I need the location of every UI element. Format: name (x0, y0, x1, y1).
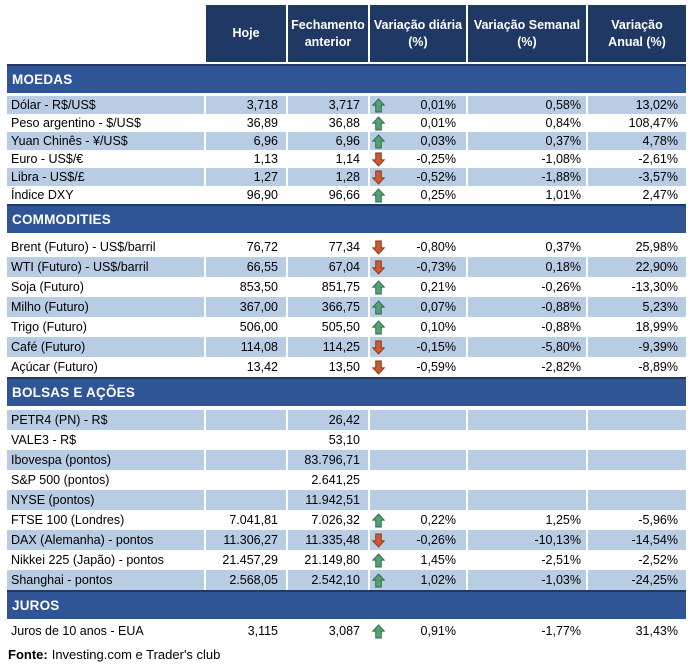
cell-fechamento-anterior: 3,717 (288, 96, 368, 114)
row-label: Dólar - R$/US$ (7, 96, 204, 114)
arrow-down-icon (372, 260, 385, 275)
variacao-diaria-value: -0,25% (416, 152, 456, 166)
cell-fechamento-anterior: 77,34 (328, 240, 360, 254)
cell-variacao-semanal: -1,88% (468, 168, 586, 186)
source-label: Fonte: (8, 647, 48, 662)
table-row (7, 530, 686, 550)
cell-variacao-anual: 31,43% (635, 624, 678, 638)
row-label: VALE3 - R$ (11, 433, 77, 447)
cell-variacao-semanal: 1,25% (545, 513, 581, 527)
cell-variacao-anual: 22,90% (588, 257, 686, 277)
column-header-line: Anual (%) (608, 34, 666, 49)
cell-variacao-semanal: -2,51% (541, 553, 581, 567)
section-rows (7, 621, 686, 641)
cell-variacao-anual (588, 430, 686, 450)
cell-variacao-semanal: 0,84% (545, 116, 581, 130)
cell-variacao-anual: -8,89% (638, 360, 678, 374)
cell-variacao-diaria (370, 570, 466, 590)
cell-variacao-diaria (370, 114, 466, 132)
section-juros (7, 590, 686, 641)
no-icon (372, 493, 385, 508)
variacao-diaria-value: 0,10% (420, 320, 456, 334)
cell-hoje: 11.306,27 (206, 530, 286, 550)
cell-variacao-anual (588, 410, 686, 430)
cell-variacao-diaria (370, 96, 466, 114)
cell-variacao-anual: 25,98% (635, 240, 678, 254)
cell-variacao-anual: 18,99% (635, 320, 678, 334)
cell-variacao-diaria (370, 470, 466, 490)
cell-hoje: 36,89 (246, 116, 278, 130)
cell-variacao-semanal (468, 450, 586, 470)
cell-hoje (206, 470, 286, 490)
arrow-up-icon (372, 98, 385, 113)
table-row (7, 337, 686, 357)
arrow-up-icon (372, 280, 385, 295)
cell-hoje: 1,27 (206, 168, 286, 186)
cell-variacao-semanal: 1,01% (545, 188, 581, 202)
variacao-diaria-value: 0,07% (420, 300, 456, 314)
cell-variacao-semanal: -1,08% (541, 152, 581, 166)
cell-variacao-diaria (370, 337, 466, 357)
cell-variacao-semanal (468, 470, 586, 490)
cell-variacao-anual: 13,02% (588, 96, 686, 114)
cell-fechamento-anterior: 67,04 (288, 257, 368, 277)
variacao-diaria-value: -0,73% (416, 260, 456, 274)
cell-hoje: 114,08 (206, 337, 286, 357)
cell-hoje: 1,13 (253, 152, 278, 166)
no-icon (372, 473, 385, 488)
cell-fechamento-anterior: 505,50 (321, 320, 360, 334)
cell-variacao-anual (588, 450, 686, 470)
cell-fechamento-anterior: 21.149,80 (304, 553, 360, 567)
variacao-diaria-value: 0,25% (420, 188, 456, 202)
cell-fechamento-anterior: 96,66 (328, 188, 360, 202)
cell-variacao-diaria (370, 317, 466, 337)
section-header-bolsas-e-acoes: BOLSAS E AÇÕES (7, 377, 686, 406)
cell-variacao-diaria (370, 550, 466, 570)
row-label: FTSE 100 (Londres) (11, 513, 125, 527)
section-bolsas-e-acoes (7, 377, 686, 590)
cell-variacao-semanal: -10,13% (468, 530, 586, 550)
cell-fechamento-anterior: 6,96 (288, 132, 368, 150)
table (7, 5, 686, 662)
table-row (7, 357, 686, 377)
arrow-up-icon (372, 320, 385, 335)
row-label: Nikkei 225 (Japão) - pontos (11, 553, 164, 567)
section-rows (7, 96, 686, 204)
cell-variacao-semanal: -1,77% (541, 624, 581, 638)
cell-fechamento-anterior: 53,10 (328, 433, 360, 447)
table-row (7, 150, 686, 168)
cell-fechamento-anterior: 1,28 (288, 168, 368, 186)
variacao-diaria-value: -0,26% (416, 533, 456, 547)
cell-variacao-diaria (370, 357, 466, 377)
cell-fechamento-anterior: 11.335,48 (288, 530, 368, 550)
cell-variacao-anual: -5,96% (638, 513, 678, 527)
section-rows (7, 410, 686, 590)
column-header-line: Variação (611, 17, 663, 32)
cell-hoje: 6,96 (206, 132, 286, 150)
variacao-diaria-value: -0,59% (416, 360, 456, 374)
row-label: Açúcar (Futuro) (11, 360, 98, 374)
column-header-line: Hoje (232, 26, 260, 41)
cell-variacao-semanal: 0,37% (468, 132, 586, 150)
column-header-line: (%) (517, 34, 537, 49)
cell-hoje: 3,718 (206, 96, 286, 114)
table-row (7, 237, 686, 257)
cell-variacao-anual: 108,47% (628, 116, 678, 130)
column-header-fechamento-anterior (288, 5, 368, 62)
column-header-variacao-anual (588, 5, 686, 62)
variacao-diaria-value: -0,15% (416, 340, 456, 354)
cell-hoje: 13,42 (246, 360, 278, 374)
row-label: Milho (Futuro) (7, 297, 204, 317)
cell-hoje: 21.457,29 (222, 553, 278, 567)
no-icon (372, 433, 385, 448)
variacao-diaria-value: -0,80% (416, 240, 456, 254)
arrow-down-icon (372, 340, 385, 355)
row-label: Soja (Futuro) (11, 280, 84, 294)
no-icon (372, 413, 385, 428)
cell-fechamento-anterior: 114,25 (288, 337, 368, 357)
cell-variacao-diaria (370, 621, 466, 641)
table-header-row (7, 5, 686, 62)
table-row (7, 570, 686, 590)
variacao-diaria-value: 0,01% (420, 116, 456, 130)
cell-variacao-diaria (370, 530, 466, 550)
section-header-juros: JUROS (7, 590, 686, 619)
cell-variacao-anual (588, 470, 686, 490)
cell-fechamento-anterior: 1,14 (335, 152, 360, 166)
cell-variacao-diaria (370, 257, 466, 277)
column-header-line: Fechamento (291, 17, 365, 32)
table-row (7, 132, 686, 150)
cell-variacao-anual: 5,23% (588, 297, 686, 317)
arrow-up-icon (372, 513, 385, 528)
cell-fechamento-anterior: 2.641,25 (311, 473, 360, 487)
cell-variacao-anual: -13,30% (631, 280, 678, 294)
cell-hoje: 7.041,81 (229, 513, 278, 527)
cell-variacao-semanal: 0,58% (468, 96, 586, 114)
cell-hoje (206, 490, 286, 510)
table-row (7, 317, 686, 337)
row-label: Brent (Futuro) - US$/barril (11, 240, 156, 254)
cell-variacao-diaria (370, 450, 466, 470)
table-row (7, 257, 686, 277)
arrow-up-icon (372, 188, 385, 203)
variacao-diaria-value: 1,02% (420, 573, 456, 587)
table-row (7, 470, 686, 490)
column-header-line: Variação Semanal (473, 17, 581, 32)
table-row (7, 186, 686, 204)
cell-variacao-semanal: -1,03% (468, 570, 586, 590)
row-label: Juros de 10 anos - EUA (11, 624, 144, 638)
table-row (7, 96, 686, 114)
cell-hoje: 76,72 (246, 240, 278, 254)
cell-variacao-anual: -14,54% (588, 530, 686, 550)
cell-variacao-diaria (370, 510, 466, 530)
row-label: Euro - US$/€ (11, 152, 84, 166)
cell-fechamento-anterior: 13,50 (328, 360, 360, 374)
table-row (7, 490, 686, 510)
table-row (7, 410, 686, 430)
arrow-down-icon (372, 240, 385, 255)
cell-variacao-anual: -3,57% (588, 168, 686, 186)
row-label: DAX (Alemanha) - pontos (7, 530, 204, 550)
column-header-variacao-diaria (370, 5, 466, 62)
table-row (7, 450, 686, 470)
row-label: Libra - US$/£ (7, 168, 204, 186)
cell-variacao-semanal: -0,88% (541, 320, 581, 334)
table-row (7, 297, 686, 317)
cell-hoje (206, 450, 286, 470)
cell-hoje: 3,115 (247, 624, 278, 638)
row-label: Yuan Chinês - ¥/US$ (7, 132, 204, 150)
variacao-diaria-value: 0,21% (420, 280, 456, 294)
arrow-down-icon (372, 152, 385, 167)
arrow-down-icon (372, 360, 385, 375)
row-label: Café (Futuro) (7, 337, 204, 357)
source-text: Investing.com e Trader's club (51, 647, 221, 662)
cell-variacao-anual: -24,25% (588, 570, 686, 590)
cell-hoje: 2.568,05 (206, 570, 286, 590)
cell-variacao-diaria (370, 150, 466, 168)
cell-fechamento-anterior: 3,087 (328, 624, 360, 638)
column-header-variacao-semanal (468, 5, 586, 62)
variacao-diaria-value: 0,01% (420, 98, 456, 112)
cell-hoje: 66,55 (206, 257, 286, 277)
variacao-diaria-value: 1,45% (420, 553, 456, 567)
cell-hoje: 367,00 (206, 297, 286, 317)
table-row (7, 510, 686, 530)
cell-variacao-anual: -9,39% (588, 337, 686, 357)
cell-fechamento-anterior: 366,75 (288, 297, 368, 317)
arrow-down-icon (372, 170, 385, 185)
table-row (7, 277, 686, 297)
cell-variacao-semanal: 0,18% (468, 257, 586, 277)
section-moedas (7, 64, 686, 204)
cell-variacao-semanal (468, 430, 586, 450)
cell-variacao-diaria (370, 237, 466, 257)
row-label: Índice DXY (11, 188, 74, 202)
cell-variacao-diaria (370, 132, 466, 150)
row-label: Shanghai - pontos (7, 570, 204, 590)
cell-fechamento-anterior: 83.796,71 (288, 450, 368, 470)
source-note (7, 647, 686, 662)
cell-variacao-diaria (370, 168, 466, 186)
cell-hoje: 506,00 (239, 320, 278, 334)
cell-hoje (206, 430, 286, 450)
variacao-diaria-value: 0,22% (420, 513, 456, 527)
cell-variacao-semanal: -0,88% (468, 297, 586, 317)
cell-fechamento-anterior: 11.942,51 (288, 490, 368, 510)
cell-variacao-anual: -2,52% (638, 553, 678, 567)
column-header-line: Variação diária (373, 17, 463, 32)
cell-fechamento-anterior: 851,75 (321, 280, 360, 294)
section-rows (7, 237, 686, 377)
row-label: S&P 500 (pontos) (11, 473, 110, 487)
cell-variacao-diaria (370, 297, 466, 317)
section-header-commodities: COMMODITIES (7, 204, 686, 233)
arrow-up-icon (372, 553, 385, 568)
cell-variacao-diaria (370, 490, 466, 510)
row-label: Ibovespa (pontos) (7, 450, 204, 470)
row-label: Trigo (Futuro) (11, 320, 87, 334)
row-label: PETR4 (PN) - R$ (7, 410, 204, 430)
no-icon (372, 453, 385, 468)
cell-variacao-anual: -2,61% (638, 152, 678, 166)
table-row (7, 550, 686, 570)
table-row (7, 114, 686, 132)
section-commodities (7, 204, 686, 377)
cell-variacao-anual (588, 490, 686, 510)
arrow-up-icon (372, 134, 385, 149)
cell-variacao-diaria (370, 186, 466, 204)
column-header-hoje (206, 5, 286, 62)
arrow-up-icon (372, 573, 385, 588)
cell-variacao-anual: 2,47% (642, 188, 678, 202)
cell-variacao-semanal (468, 490, 586, 510)
cell-variacao-semanal: 0,37% (545, 240, 581, 254)
cell-variacao-semanal: -0,26% (541, 280, 581, 294)
cell-hoje (206, 410, 286, 430)
arrow-down-icon (372, 533, 385, 548)
row-label: Peso argentino - $/US$ (11, 116, 141, 130)
table-row (7, 621, 686, 641)
cell-fechamento-anterior: 7.026,32 (311, 513, 360, 527)
cell-fechamento-anterior: 2.542,10 (288, 570, 368, 590)
cell-variacao-anual: 4,78% (588, 132, 686, 150)
row-label: NYSE (pontos) (7, 490, 204, 510)
cell-variacao-diaria (370, 410, 466, 430)
cell-variacao-semanal: -5,80% (468, 337, 586, 357)
variacao-diaria-value: 0,03% (420, 134, 456, 148)
cell-hoje: 853,50 (239, 280, 278, 294)
column-header-line: (%) (408, 34, 428, 49)
header-spacer (7, 5, 204, 62)
cell-fechamento-anterior: 26,42 (288, 410, 368, 430)
section-header-moedas: MOEDAS (7, 64, 686, 93)
row-label: WTI (Futuro) - US$/barril (7, 257, 204, 277)
table-body (7, 64, 686, 641)
arrow-up-icon (372, 116, 385, 131)
arrow-up-icon (372, 624, 385, 639)
cell-fechamento-anterior: 36,88 (328, 116, 360, 130)
cell-variacao-diaria (370, 277, 466, 297)
variacao-diaria-value: 0,91% (420, 624, 456, 638)
cell-variacao-semanal: -2,82% (541, 360, 581, 374)
cell-variacao-semanal (468, 410, 586, 430)
table-row (7, 168, 686, 186)
table-row (7, 430, 686, 450)
column-header-line: anterior (304, 34, 352, 49)
arrow-up-icon (372, 300, 385, 315)
cell-hoje: 96,90 (246, 188, 278, 202)
cell-variacao-diaria (370, 430, 466, 450)
variacao-diaria-value: -0,52% (416, 170, 456, 184)
